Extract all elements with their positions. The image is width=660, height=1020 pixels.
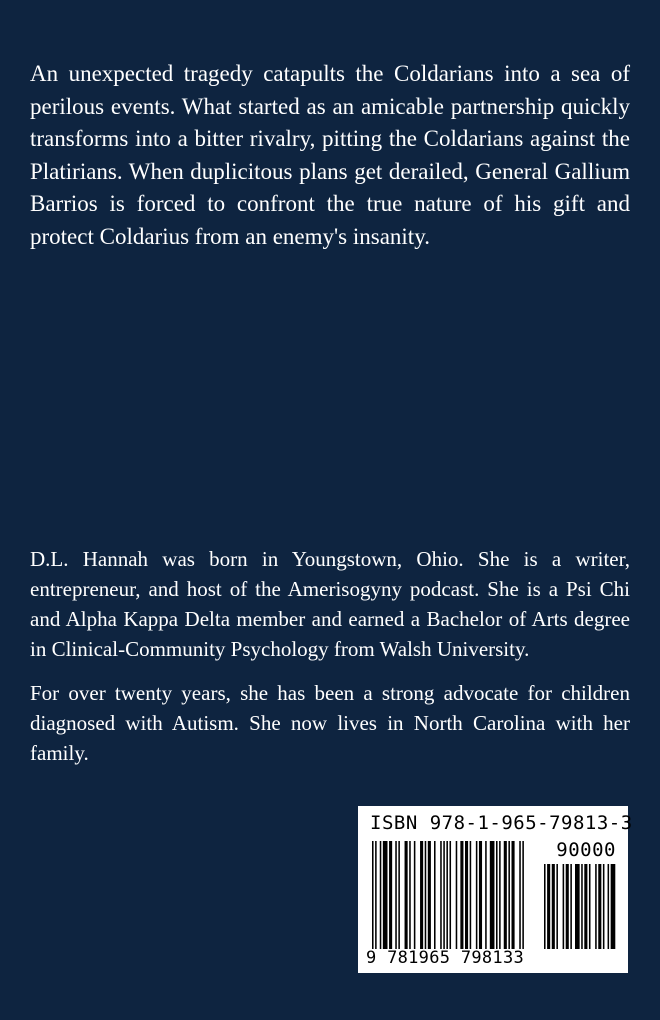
barcode-bar bbox=[409, 841, 411, 949]
barcode-bar bbox=[440, 841, 442, 949]
barcode-bar bbox=[603, 864, 605, 949]
barcode-bar bbox=[460, 841, 463, 949]
barcode-digits: 9 781965 798133 bbox=[366, 948, 525, 968]
barcode-bar bbox=[512, 841, 515, 949]
addon-bars bbox=[544, 864, 616, 949]
barcode-bar bbox=[434, 841, 436, 949]
barcode-bar bbox=[420, 841, 423, 949]
author-bio-paragraph-2: For over twenty years, she has been a strong advocate for children diagnosed with Autism. She now lives in North Carolina with her family. bbox=[30, 681, 630, 765]
barcode-bar bbox=[589, 864, 591, 949]
barcode-bar bbox=[552, 864, 555, 949]
barcode-bar bbox=[372, 841, 374, 949]
barcode-bar bbox=[544, 864, 546, 949]
barcode-bar bbox=[405, 841, 408, 949]
barcode-bar bbox=[570, 864, 572, 949]
barcode-bar bbox=[504, 841, 507, 949]
barcode-bar bbox=[470, 841, 472, 949]
barcode-bar bbox=[608, 864, 610, 949]
barcode-bar bbox=[575, 864, 580, 949]
barcode-bar bbox=[389, 841, 392, 949]
barcode-bar bbox=[476, 841, 478, 949]
barcode-bar bbox=[425, 841, 427, 949]
barcode-bar bbox=[383, 841, 388, 949]
barcode-bar bbox=[547, 864, 550, 949]
barcode-bar bbox=[446, 841, 448, 949]
barcode-bar bbox=[611, 864, 616, 949]
barcode-bar bbox=[499, 841, 501, 949]
barcode-bar bbox=[566, 864, 569, 949]
barcode-bar bbox=[479, 841, 482, 949]
isbn-label: ISBN 978-1-965-79813-3 bbox=[370, 812, 633, 834]
barcode-bar bbox=[508, 841, 510, 949]
barcode-bar bbox=[581, 864, 583, 949]
barcode-bar bbox=[595, 864, 597, 949]
ean13-bars bbox=[372, 841, 532, 949]
barcode-bar bbox=[563, 864, 565, 949]
barcode-bar bbox=[485, 841, 487, 949]
barcode-bar bbox=[496, 841, 498, 949]
barcode-bar bbox=[490, 841, 495, 949]
barcode-bar bbox=[450, 841, 452, 949]
barcode-bar bbox=[428, 841, 431, 949]
price-code: 90000 bbox=[556, 839, 616, 861]
isbn-barcode bbox=[358, 806, 633, 973]
book-blurb: An unexpected tragedy catapults the Coldarians into a sea of perilous events. What started as an amicable partnership quickly transforms into a bitter rivalry, pitting the Coldarians against the Platirians. When duplicitous plans get derailed, General Gallium Barrios is forced to confront the true nature of his gift and protect Coldarius from an enemy's insanity. bbox=[30, 61, 630, 249]
barcode-bar bbox=[584, 864, 587, 949]
barcode-bar bbox=[465, 841, 468, 949]
author-bio bbox=[30, 544, 630, 782]
barcode-bar bbox=[375, 841, 377, 949]
barcode-bar bbox=[443, 841, 445, 949]
barcode-bar bbox=[598, 864, 601, 949]
barcode-bar bbox=[380, 841, 382, 949]
barcode-bar bbox=[398, 841, 400, 949]
barcode-bar bbox=[395, 841, 397, 949]
barcode-bar bbox=[556, 864, 558, 949]
barcode-bar bbox=[414, 841, 416, 949]
barcode-bar bbox=[522, 841, 524, 949]
barcode-bar bbox=[456, 841, 458, 949]
author-bio-paragraph-1: D.L. Hannah was born in Youngstown, Ohio. She is a writer, entrepreneur, and host of the Amerisogyny podcast. She is a Psi Chi and Alpha Kappa Delta member and earned a Bachelor of Arts degree in Clinical-Community Psychology from Walsh University. bbox=[30, 547, 630, 661]
barcode-bar bbox=[519, 841, 521, 949]
